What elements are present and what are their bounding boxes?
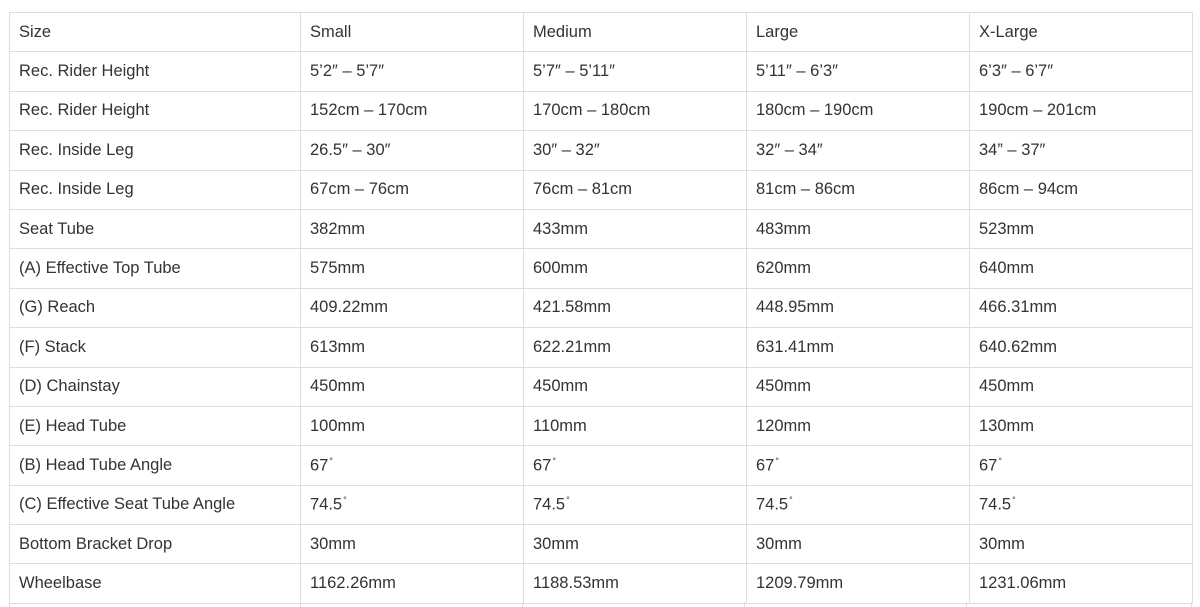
row-label: (E) Head Tube — [10, 406, 301, 445]
cell-value: 30mm — [970, 525, 1193, 564]
cell-value: 640.62mm — [970, 328, 1193, 367]
row-label: (D) Chainstay — [10, 367, 301, 406]
cell-value: 450mm — [747, 367, 970, 406]
degree-symbol: ° — [552, 455, 556, 466]
row-label: Wheelbase — [10, 564, 301, 603]
angle-value: 74.5 — [979, 495, 1012, 514]
angle-value: 67 — [310, 456, 329, 475]
degree-symbol: ° — [1012, 495, 1016, 506]
row-label: Rec. Inside Leg — [10, 131, 301, 170]
cell-value: 1231.06mm — [970, 564, 1193, 603]
cell-value: 26.5″ – 30″ — [301, 131, 524, 170]
cell-value: 382mm — [301, 209, 524, 248]
degree-symbol: ° — [566, 495, 570, 506]
cell-value: 5’2″ – 5’7″ — [301, 52, 524, 91]
cell-value: 120mm — [747, 406, 970, 445]
table-row — [10, 525, 1193, 564]
row-label: (C) Effective Seat Tube Angle — [10, 485, 301, 524]
row-label: (A) Effective Top Tube — [10, 249, 301, 288]
cell-value: 110mm — [524, 406, 747, 445]
column-divider — [300, 602, 301, 607]
cell-value: 81cm – 86cm — [747, 170, 970, 209]
column-divider — [522, 602, 523, 607]
cell-value: 30mm — [747, 525, 970, 564]
cell-value: 30″ – 32″ — [524, 131, 747, 170]
cell-value: 100mm — [301, 406, 524, 445]
cell-value: 1162.26mm — [301, 564, 524, 603]
table-row — [10, 91, 1193, 130]
column-divider — [1191, 602, 1192, 607]
row-label: Bottom Bracket Drop — [10, 525, 301, 564]
cell-value: 433mm — [524, 209, 747, 248]
row-label: (G) Reach — [10, 288, 301, 327]
table-row — [10, 485, 1193, 524]
cell-value: 130mm — [970, 406, 1193, 445]
table-row — [10, 367, 1193, 406]
cell-value: 152cm – 170cm — [301, 91, 524, 130]
cell-value: 190cm – 201cm — [970, 91, 1193, 130]
cell-value — [301, 446, 524, 485]
cell-value: 523mm — [970, 209, 1193, 248]
cell-value: 640mm — [970, 249, 1193, 288]
degree-symbol: ° — [775, 455, 779, 466]
angle-value: 74.5 — [756, 495, 789, 514]
row-label: Rec. Rider Height — [10, 91, 301, 130]
angle-value: 67 — [533, 456, 552, 475]
cell-value — [747, 446, 970, 485]
next-row-partial — [9, 602, 1191, 607]
row-label: Rec. Inside Leg — [10, 170, 301, 209]
cell-value: 180cm – 190cm — [747, 91, 970, 130]
angle-value: 67 — [979, 456, 998, 475]
header-cell-large: Large — [747, 13, 970, 52]
cell-value: 34” – 37″ — [970, 131, 1193, 170]
header-cell-medium: Medium — [524, 13, 747, 52]
row-label: Seat Tube — [10, 209, 301, 248]
cell-value: 30mm — [301, 525, 524, 564]
cell-value: 170cm – 180cm — [524, 91, 747, 130]
table-row — [10, 209, 1193, 248]
cell-value: 1209.79mm — [747, 564, 970, 603]
cell-value: 448.95mm — [747, 288, 970, 327]
table-row — [10, 52, 1193, 91]
cell-value: 575mm — [301, 249, 524, 288]
table-row — [10, 328, 1193, 367]
cell-value: 421.58mm — [524, 288, 747, 327]
geometry-table — [9, 12, 1193, 604]
cell-value: 450mm — [970, 367, 1193, 406]
row-label: (F) Stack — [10, 328, 301, 367]
cell-value: 483mm — [747, 209, 970, 248]
cell-value: 450mm — [301, 367, 524, 406]
cell-value — [301, 485, 524, 524]
cell-value — [524, 446, 747, 485]
cell-value: 466.31mm — [970, 288, 1193, 327]
row-label: Rec. Rider Height — [10, 52, 301, 91]
table-row — [10, 406, 1193, 445]
table-row — [10, 564, 1193, 603]
cell-value — [970, 446, 1193, 485]
cell-value — [747, 485, 970, 524]
column-divider — [744, 602, 745, 607]
table-row — [10, 170, 1193, 209]
cell-value: 450mm — [524, 367, 747, 406]
degree-symbol: ° — [998, 455, 1002, 466]
cell-value: 67cm – 76cm — [301, 170, 524, 209]
cell-value: 5’7″ – 5’11″ — [524, 52, 747, 91]
cell-value: 613mm — [301, 328, 524, 367]
angle-value: 74.5 — [533, 495, 566, 514]
angle-value: 74.5 — [310, 495, 343, 514]
cell-value: 1188.53mm — [524, 564, 747, 603]
header-cell-small: Small — [301, 13, 524, 52]
header-cell-x-large: X-Large — [970, 13, 1193, 52]
cell-value: 32″ – 34″ — [747, 131, 970, 170]
cell-value: 6’3″ – 6’7″ — [970, 52, 1193, 91]
cell-value: 409.22mm — [301, 288, 524, 327]
table-row — [10, 249, 1193, 288]
cell-value: 622.21mm — [524, 328, 747, 367]
cell-value: 600mm — [524, 249, 747, 288]
cell-value: 86cm – 94cm — [970, 170, 1193, 209]
cell-value — [524, 485, 747, 524]
column-divider — [966, 602, 967, 607]
degree-symbol: ° — [789, 495, 793, 506]
row-label: (B) Head Tube Angle — [10, 446, 301, 485]
cell-value: 5’11″ – 6’3″ — [747, 52, 970, 91]
degree-symbol: ° — [343, 495, 347, 506]
cell-value: 76cm – 81cm — [524, 170, 747, 209]
cell-value — [970, 485, 1193, 524]
table-row — [10, 446, 1193, 485]
angle-value: 67 — [756, 456, 775, 475]
table-row — [10, 288, 1193, 327]
cell-value: 631.41mm — [747, 328, 970, 367]
table-header-row — [10, 13, 1193, 52]
header-cell-size: Size — [10, 13, 301, 52]
degree-symbol: ° — [329, 455, 333, 466]
cell-value: 30mm — [524, 525, 747, 564]
table-row — [10, 131, 1193, 170]
cell-value: 620mm — [747, 249, 970, 288]
